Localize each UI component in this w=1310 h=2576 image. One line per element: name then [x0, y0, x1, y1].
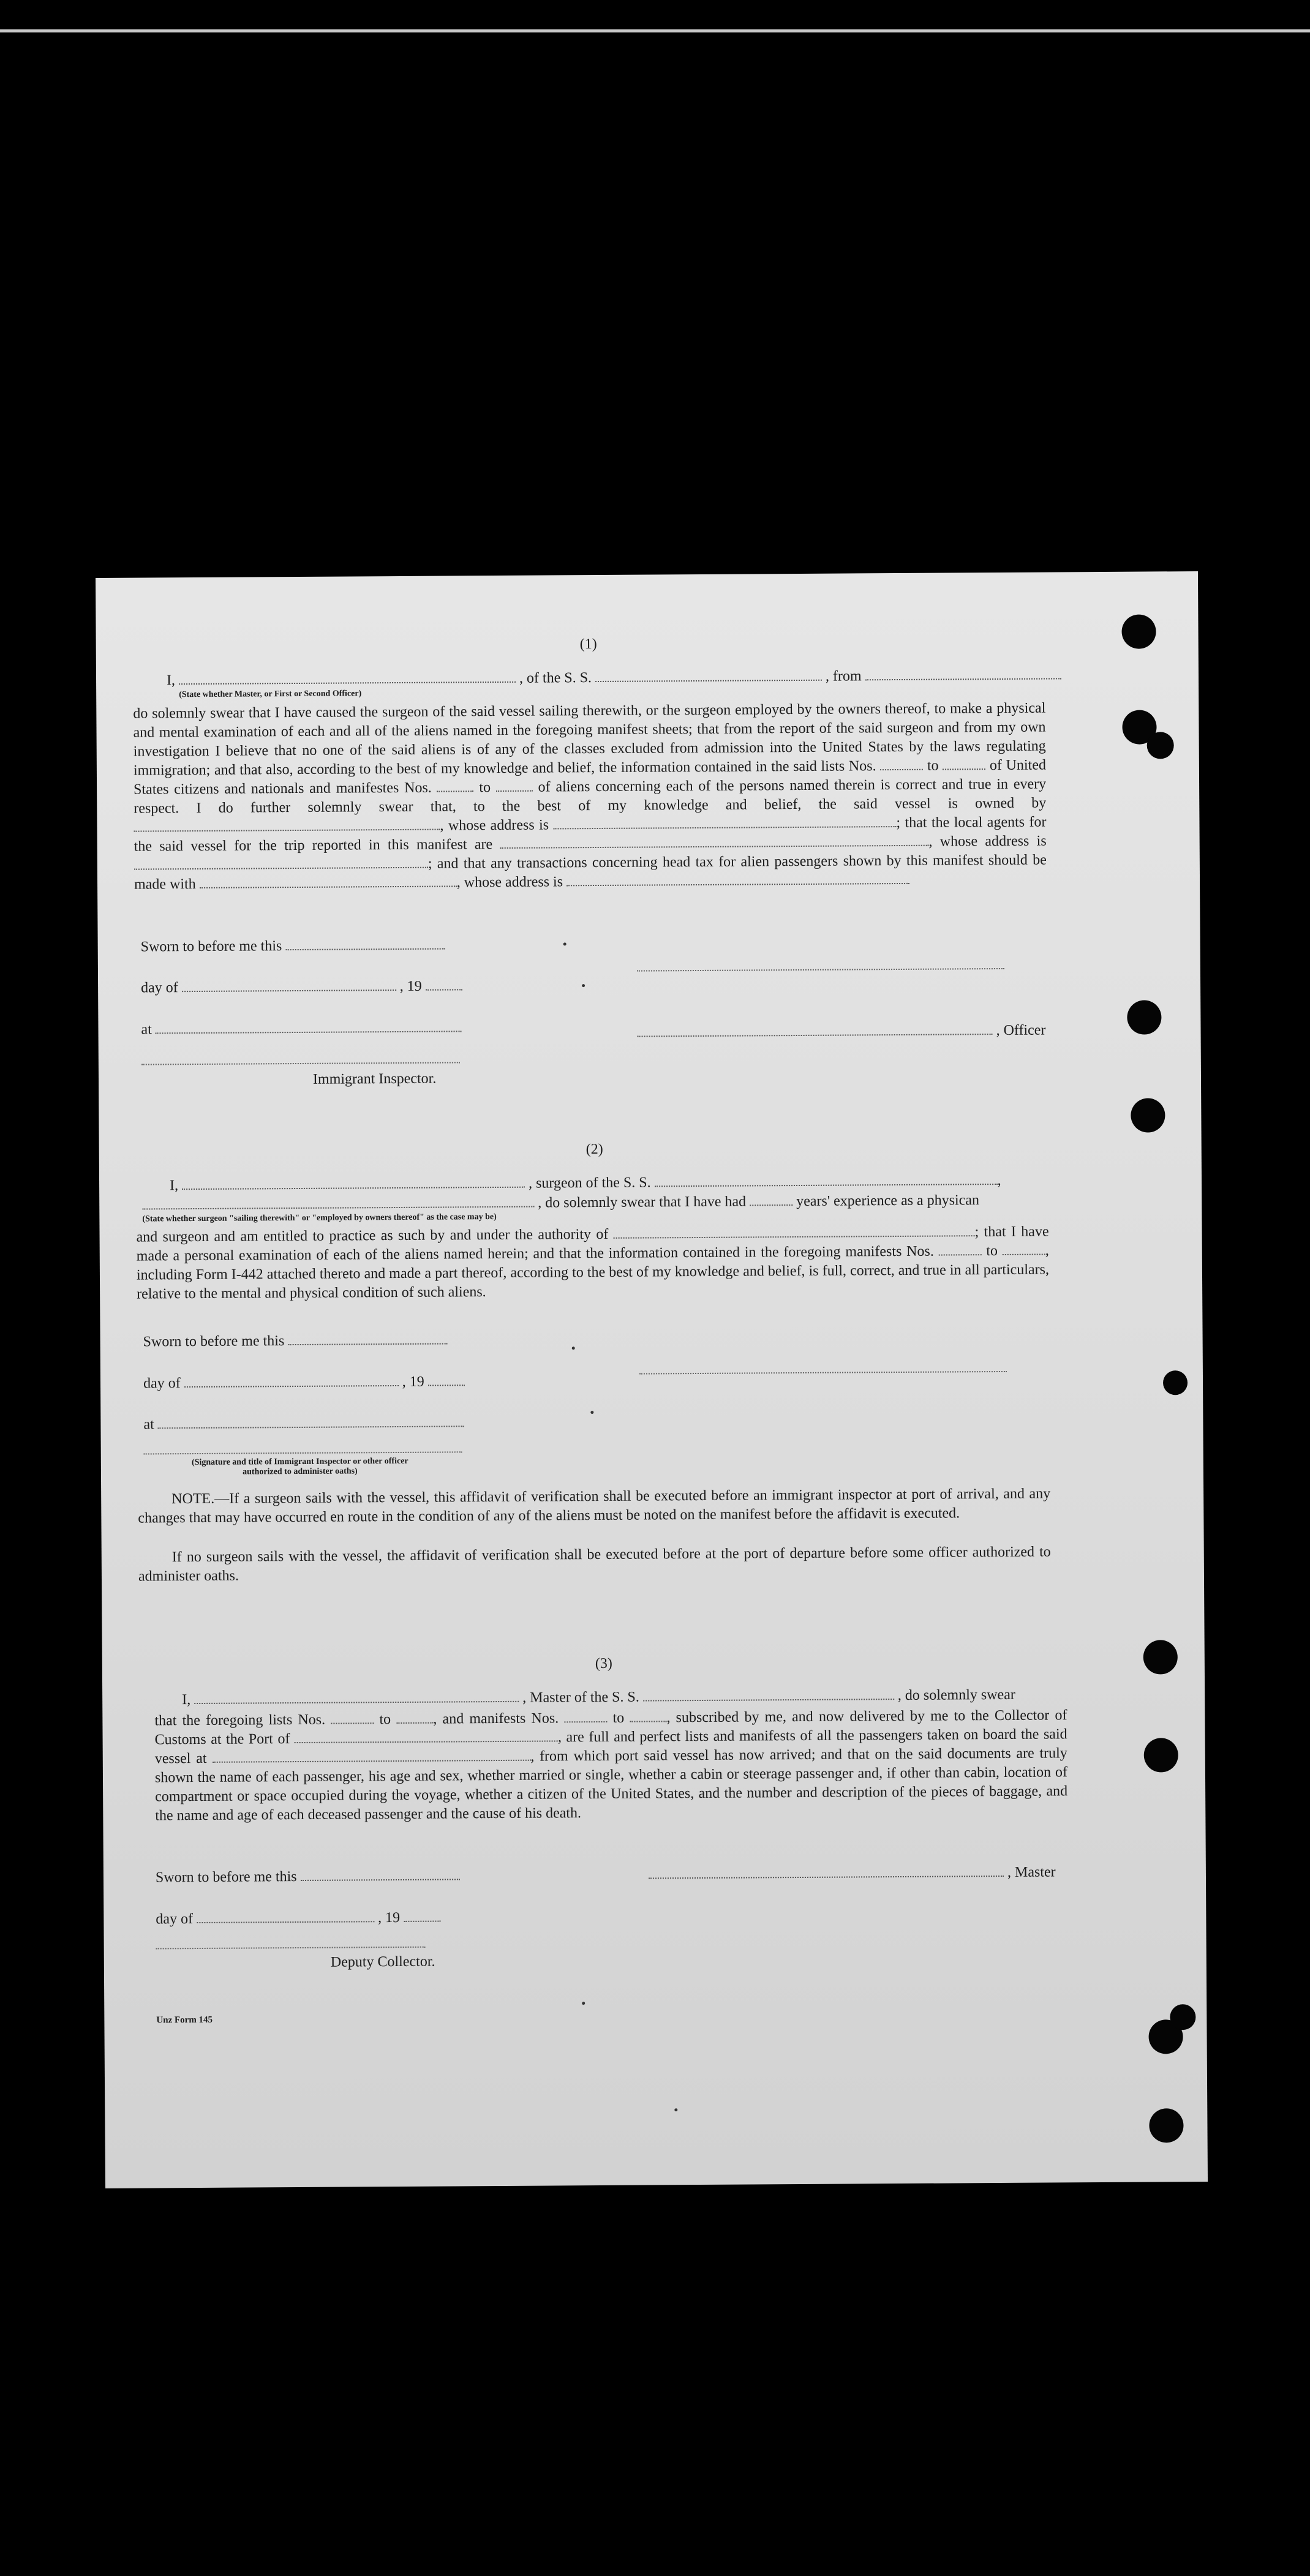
- day-line: [143, 1373, 465, 1392]
- signature-line[interactable]: [637, 967, 1004, 972]
- years-blank[interactable]: [750, 1193, 792, 1206]
- month-blank[interactable]: [182, 978, 396, 992]
- section-3-body-text-c: , subscribed by me, and now delivered by me to the Collector of Customs at the Port of: [154, 1707, 1067, 1748]
- at-line: [143, 1414, 464, 1433]
- month-blank[interactable]: [197, 1910, 374, 1923]
- section-3-body-text-d: , are full and perfect lists and manifests of all the passengers taken on board the said vessel at: [154, 1726, 1067, 1767]
- vessel-name-blank[interactable]: [655, 1173, 998, 1187]
- manifests-from-blank[interactable]: [437, 779, 473, 792]
- sworn-label: Sworn to before me this: [140, 938, 282, 955]
- section-1-body-text-d: ; that the local agents for the said vessel for the trip reported in this manifest are: [134, 814, 1047, 855]
- sworn-label: Sworn to before me this: [143, 1333, 285, 1350]
- officer-signature-blank[interactable]: [637, 1023, 992, 1037]
- section-2-body-text-b: ; that I have made a personal examination of each of the aliens named herein; and that the information contained in the foregoing manifests Nos.: [136, 1223, 1049, 1264]
- punch-hole: [1149, 2108, 1183, 2142]
- section-1-first-line: [167, 667, 1061, 689]
- place-blank[interactable]: [158, 1414, 464, 1429]
- section-2-body-text-a: and surgeon and am entitled to practice as such by and under the authority of: [136, 1226, 609, 1245]
- punch-hole: [1170, 2004, 1195, 2030]
- officer-label: , Officer: [996, 1022, 1046, 1039]
- manifests-to-blank[interactable]: [630, 1710, 666, 1722]
- year-blank[interactable]: [404, 1910, 440, 1922]
- section-3-number: (3): [595, 1655, 612, 1672]
- section-3-body: [154, 1706, 1067, 1825]
- to-label: to: [612, 1710, 625, 1726]
- place-blank[interactable]: [156, 1020, 462, 1034]
- year-label: , 19: [402, 1373, 424, 1390]
- section-2-number: (2): [585, 1141, 603, 1158]
- section-1-number: (1): [579, 636, 597, 653]
- surgeon-signature-line[interactable]: [639, 1370, 1007, 1375]
- punch-hole: [1147, 732, 1174, 759]
- master-signature-blank[interactable]: [649, 1864, 1004, 1879]
- master-label: , Master: [1007, 1864, 1056, 1880]
- officer-rank-note: (State whether Master, or First or Second Officer): [179, 689, 362, 700]
- lists-from-blank[interactable]: [331, 1711, 374, 1724]
- signature-title-note: (Signature and title of Immigrant Inspector or other officer authorized to administer oaths): [191, 1456, 408, 1477]
- section-2-second-line: [142, 1192, 979, 1214]
- swear-label: , do solemnly swear that I have had: [538, 1193, 747, 1211]
- surgeon-name-blank[interactable]: [182, 1176, 525, 1190]
- inspector-signature-line[interactable]: [141, 1061, 460, 1065]
- i-label: I,: [169, 1177, 179, 1194]
- from-port-blank[interactable]: [865, 667, 1061, 680]
- vessel-name-blank[interactable]: [595, 669, 822, 682]
- agents-address-blank[interactable]: [134, 856, 428, 870]
- sworn-day-blank[interactable]: [285, 937, 445, 951]
- master-name-blank[interactable]: [194, 1690, 519, 1704]
- day-line: [141, 978, 462, 996]
- to-label: to: [986, 1243, 998, 1260]
- surgeon-type-blank[interactable]: [142, 1195, 534, 1210]
- month-blank[interactable]: [184, 1374, 399, 1388]
- section-1-body-text-b: of United States citizens and nationals and manifestes Nos.: [134, 757, 1047, 798]
- sworn-line: [141, 937, 445, 956]
- year-blank[interactable]: [426, 978, 462, 990]
- year-label: , 19: [377, 1910, 401, 1926]
- owner-address-blank[interactable]: [553, 815, 896, 829]
- head-tax-blank[interactable]: [200, 874, 457, 888]
- section-1-body-text-f: whose address is: [464, 874, 563, 891]
- manifests-to-blank[interactable]: [1003, 1243, 1045, 1255]
- sworn-line: [156, 1868, 460, 1886]
- section-1-body-text-a: do solemnly swear that I have caused the surgeon of the said vessel sailing therewith, or the surgeon employed by the owners thereof, to make a physical and mental examination of each and all of the aliens named in the foregoing manifest sheets; that from the report of the said surgeon and from my own investigation I believe that no one of the said aliens is of any of the classes excluded from admission into the United States by the laws regulating immigration; and that also, according to the best of my knowledge and belief, the information contained in the said lists Nos.: [133, 700, 1046, 779]
- master-of-ss-label: , Master of the S. S.: [522, 1689, 639, 1706]
- scan-speck: [563, 942, 567, 945]
- scan-speck: [582, 2002, 585, 2005]
- agents-blank[interactable]: [500, 834, 928, 849]
- address-label: , whose address is: [440, 817, 549, 834]
- punch-hole: [1144, 1738, 1178, 1772]
- day-of-label: day of: [156, 1911, 194, 1928]
- punch-hole: [1163, 1370, 1188, 1395]
- vessel-name-blank[interactable]: [643, 1688, 894, 1702]
- deputy-collector-label: Deputy Collector.: [330, 1953, 435, 1970]
- years-experience-label: years' experience as a physican: [796, 1192, 980, 1210]
- punch-hole: [1127, 1000, 1161, 1034]
- note-paragraph-1: NOTE.—If a surgeon sails with the vessel, this affidavit of verification shall be executed before an immigrant inspector at port of arrival, and any changes that may have occurred en route in the condition of any of the aliens must be noted on the manifest before the affidavit is executed.: [138, 1485, 1051, 1526]
- scan-speck: [590, 1411, 593, 1414]
- section-3-body-text-b: , and manifests Nos.: [433, 1710, 559, 1727]
- scan-speck: [582, 984, 585, 987]
- section-2-body-text-c: , including Form I-442 attached thereto and made a part thereof, according to the best of my knowledge and belief, is full, correct, and true in all particulars, relative to the mental and physical condition of such aliens.: [136, 1242, 1050, 1302]
- inspector-signature-line[interactable]: [144, 1450, 462, 1454]
- lists-from-blank[interactable]: [880, 758, 923, 770]
- section-3-body-text-a: that the foregoing lists Nos.: [154, 1711, 326, 1729]
- note-paragraph-2: If no surgeon sails with the vessel, the affidavit of verification shall be executed before at the port of departure before some officer authorized to administer oaths.: [138, 1544, 1051, 1585]
- to-label: to: [479, 779, 491, 796]
- section-3-first-line: [182, 1687, 1015, 1708]
- of-ss-label: , of the S. S.: [519, 670, 592, 686]
- swear-label: , do solemnly swear: [897, 1686, 1015, 1704]
- form-number: Unz Form 145: [156, 2015, 213, 2026]
- lists-to-blank[interactable]: [396, 1711, 433, 1724]
- section-2-body: [136, 1223, 1049, 1304]
- top-scan-line: [0, 29, 1310, 32]
- at-label: at: [141, 1021, 152, 1038]
- punch-hole: [1131, 1098, 1165, 1132]
- manifests-to-blank[interactable]: [496, 779, 533, 792]
- i-label: I,: [182, 1692, 191, 1708]
- manifests-from-blank[interactable]: [938, 1243, 981, 1255]
- section-1-body: do solemnly swear that I have caused the surgeon of the said vessel sailing therewith, or the surgeon employed by the owners thereof, to make a physical and mental examination of each and all of the aliens named in the foregoing manifest sheets; that from the report of the said surgeon and from my own investigation I believe that no one of the said aliens is of any of the classes excluded from admission into the United States by the laws regulating immigration; and that also, according to the best of my knowledge and belief, the information contained in the said lists Nos. to of United States citizens and nationals and manifestes Nos. to of aliens concerning each of the persons named therein is correct and true in every respect. I do further solemnly swear that, to the best of my knowledge and belief, the said vessel is owned by , whose address is ; that the local agents for the said vessel for the trip reported in this manifest are , whose address is ; and that any transactions concerning head tax for alien passengers shown by this manifest should be made with , whose address is: [133, 700, 1047, 893]
- master-signature: [649, 1864, 1056, 1883]
- from-label: , from: [825, 668, 862, 685]
- sworn-day-blank[interactable]: [288, 1332, 447, 1346]
- section-1-body-text-e: ; and that any transactions concerning head tax for alien passengers shown by this manifest should be made with: [134, 852, 1047, 893]
- day-of-label: day of: [141, 980, 178, 996]
- to-label: to: [379, 1711, 391, 1728]
- manifests-from-blank[interactable]: [564, 1710, 607, 1722]
- authority-blank[interactable]: [614, 1224, 975, 1239]
- immigrant-inspector-label: Immigrant Inspector.: [312, 1070, 437, 1087]
- manifest-form-page: [96, 571, 1208, 2188]
- section-3-body-text-e: , from which port said vessel has now arrived; and that on the said documents are truly shown the name of each passenger, his age and sex, whether married or single, whether a cabin or steerage passenger and, if other than cabin, location of compartment or space occupied during the voyage, whether a citizen of the United States, and the number and description of the pieces of baggage, and the name and age of each deceased passenger and the cause of his death.: [154, 1745, 1068, 1824]
- day-line: [156, 1910, 440, 1928]
- to-label: to: [927, 757, 939, 774]
- section-2-first-line: I, , surgeon of the S. S. ,: [169, 1172, 1001, 1194]
- i-label: I,: [166, 672, 176, 689]
- scan-speck: [674, 2108, 677, 2111]
- surgeon-type-note: (State whether surgeon "sailing therewith" or "employed by owners thereof" as the case may be): [142, 1212, 497, 1224]
- port-blank[interactable]: [295, 1729, 558, 1743]
- surgeon-of-ss-label: , surgeon of the S. S.: [528, 1174, 651, 1192]
- collector-signature-line[interactable]: [156, 1945, 426, 1950]
- punch-hole: [1143, 1640, 1178, 1674]
- section-1-body-text-c: of aliens concerning each of the persons named therein is correct and true in every respect. I do further solemnly swear that, to the best of my knowledge and belief, the said vessel is owned by: [134, 776, 1047, 817]
- year-label: , 19: [399, 978, 422, 994]
- owner-blank[interactable]: [134, 818, 440, 832]
- sworn-label: Sworn to before me this: [155, 1869, 297, 1886]
- head-tax-address-blank[interactable]: [567, 872, 909, 886]
- year-blank[interactable]: [428, 1373, 465, 1386]
- address-label: , whose address is: [928, 833, 1047, 850]
- sworn-day-blank[interactable]: [301, 1868, 460, 1881]
- lists-to-blank[interactable]: [943, 757, 985, 770]
- punch-hole: [1121, 614, 1156, 648]
- at-label: at: [143, 1416, 154, 1433]
- officer-name-blank[interactable]: [179, 670, 516, 685]
- scan-speck: [572, 1346, 575, 1350]
- day-of-label: day of: [143, 1375, 181, 1392]
- sworn-line: [143, 1332, 448, 1351]
- officer-signature: [637, 1023, 1045, 1042]
- embarkation-port-blank[interactable]: [212, 1749, 530, 1763]
- at-line: [141, 1020, 461, 1038]
